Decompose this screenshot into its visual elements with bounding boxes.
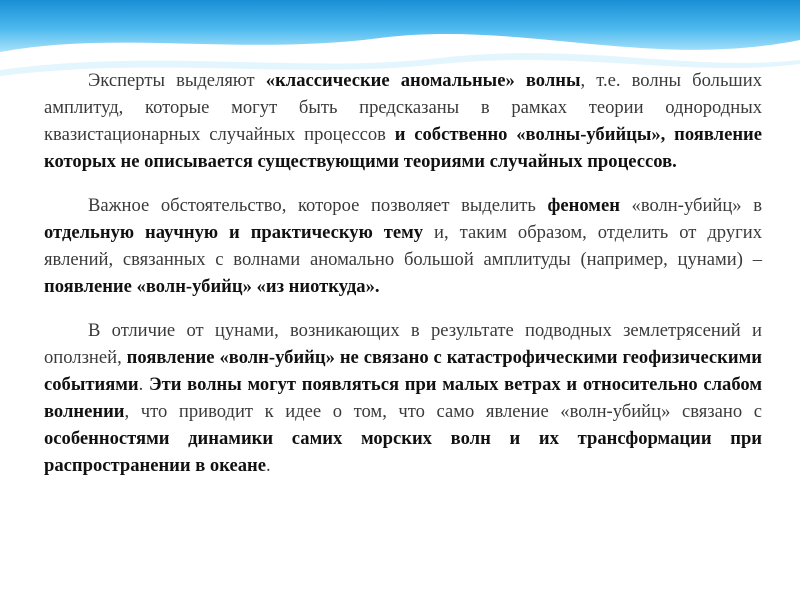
text-segment: Эксперты выделяют: [88, 70, 266, 91]
text-segment: «волн-убийц» в: [619, 195, 762, 216]
paragraph-3: [44, 317, 762, 479]
text-segment: Важное обстоятельство, которое позволяет выделить: [88, 195, 548, 216]
text-segment: , т.е. волны больших амплитуд, которые могут быть предсказаны в рамках теории однородных квазистационарных случайных процессов: [44, 70, 762, 145]
text-segment: В отличие от цунами, возникающих в результате подводных землетрясений и оползней,: [44, 320, 762, 368]
bold-text-segment: особенностями динамики самих морских волн и их трансформации при распространении в океане: [44, 428, 762, 476]
bold-text-segment: феномен: [547, 195, 620, 216]
text-body: [44, 67, 762, 496]
text-segment: и, таким образом, отделить от других явлений, связанных с волнами аномально большой амплитуды (например, цунами) –: [44, 222, 763, 270]
bold-text-segment: появление «волн-убийц» не связано с катастрофическими геофизическими событиями: [44, 347, 762, 395]
text-segment: .: [138, 374, 149, 395]
paragraph-2: [44, 192, 762, 300]
text-segment: .: [266, 455, 271, 476]
bold-text-segment: Эти волны могут появляться при малых ветрах и относительно слабом волнении: [44, 374, 762, 422]
text-segment: , что приводит к идее о том, что само явление «волн-убийц» связано с: [124, 401, 762, 422]
paragraph-1: [44, 67, 762, 175]
bold-text-segment: отдельную научную и практическую тему: [44, 222, 424, 243]
bold-text-segment: и собственно «волны-убийцы», появление которых не описывается существующими теориями случайных процессов.: [44, 124, 762, 172]
bold-text-segment: появление «волн-убийц» «из ниоткуда».: [44, 276, 380, 297]
bold-text-segment: «классические аномальные» волны: [265, 70, 581, 91]
